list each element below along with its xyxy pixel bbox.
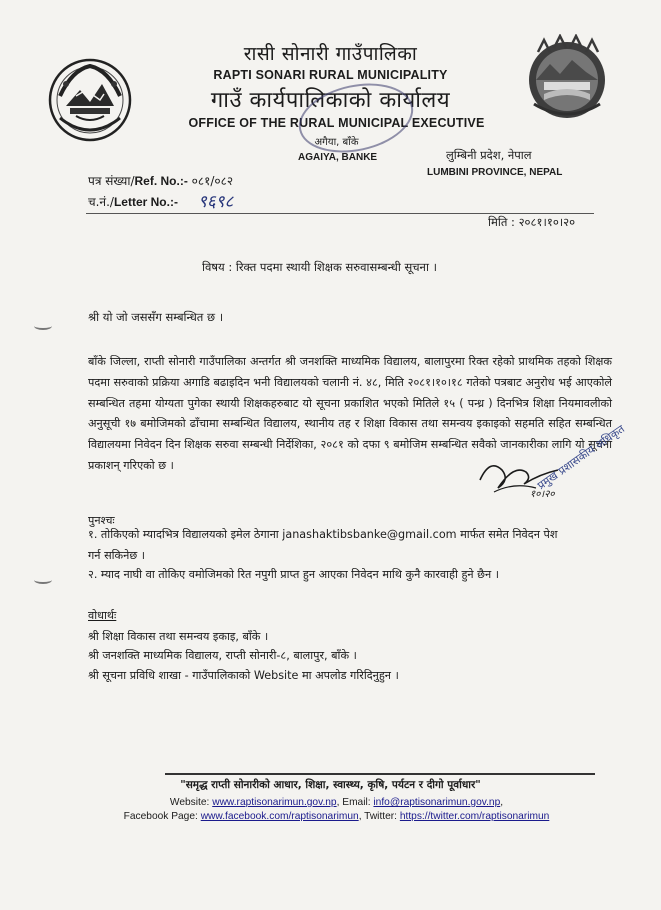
- facebook-label: Facebook Page:: [123, 811, 198, 822]
- footer-divider: [165, 773, 595, 775]
- cc-item: श्री जनशक्ति माध्यमिक विद्यालय, राप्ती सोनारी-८, बालापुर, बाँके ।: [88, 649, 357, 662]
- footer-social-line: [6, 811, 661, 822]
- punch-hole-mark: [34, 576, 52, 584]
- ref-no-label-np: पत्र संख्या/: [88, 174, 135, 188]
- letter-no-label-en: Letter No.:-: [113, 195, 178, 209]
- province-en: LUMBINI PROVINCE, NEPAL: [427, 167, 563, 178]
- punch-hole-mark: [34, 322, 52, 330]
- twitter-label: , Twitter:: [358, 811, 397, 822]
- province-np: लुम्बिनी प्रदेश, नेपाल: [446, 148, 532, 162]
- letter-body: बाँके जिल्ला, राप्ती सोनारी गाउँपालिका अन्तर्गत श्री जनशक्ति माध्यमिक विद्यालय, बालापुरमा रिक्त रहेको प्राथमिक तहको शिक्षक पदमा सरुवाको प्रक्रिया अगाडि बढाइदिन भनी विद्यालयको चलानी नं. ४८, मिति २०८१।१०।१८ गतेको पत्रबाट अनुरोध भई आएकोले सम्बन्धित तहमा योग्यता पुगेका स्थायी शिक्षकहरुबाट यो सूचना प्रकाशित भएको मितिले १५ ( पन्ध्र ) दिनभित्र शिक्षा नियमावलीको अनुसूची १७ बमोजिमको ढाँचामा सम्बन्धित विद्यालय, स्थानीय तह र शिक्षा विकास तथा समन्वय इकाइको सहमति सहित सम्बन्धित विद्यालयमा निवेदन दिन शिक्षक सरुवा सम्बन्धी निर्देशिका, २०८१ को दफा ९ बमोजिम सम्बन्धित सवैको जानकारीका लागि यो सूचना प्रकाशन् गरिएको छ ।: [88, 355, 612, 472]
- letter-no-label-np: च.नं./: [88, 195, 114, 209]
- cc-item: श्री शिक्षा विकास तथा समन्वय इकाइ, बाँके ।: [88, 630, 269, 643]
- letter-subject: विषय : रिक्त पदमा स्थायी शिक्षक सरुवासम्बन्धी सूचना ।: [202, 260, 437, 274]
- letter-date: मिति : २०८१।१०।२०: [488, 215, 576, 229]
- twitter-link[interactable]: https://twitter.com/raptisonarimun: [399, 811, 550, 822]
- website-label: Website:: [169, 797, 210, 808]
- postscript-item: गर्न सकिनेछ ।: [88, 549, 145, 562]
- municipality-name-en: RAPTI SONARI RURAL MUNICIPALITY: [213, 68, 448, 82]
- letter-no-row: [88, 193, 178, 210]
- office-name-np: गाउँ कार्यपालिकाको कार्यालय: [210, 88, 451, 113]
- ref-no-value: ०८१/०८२: [191, 174, 234, 188]
- cc-heading: वोधार्थः: [88, 609, 117, 622]
- letter-addressee: श्री यो जो जससँग सम्बन्धित छ ।: [88, 310, 224, 324]
- facebook-link[interactable]: www.facebook.com/raptisonarimun: [200, 811, 359, 822]
- email-label: , Email:: [336, 797, 371, 808]
- cc-item: श्री सूचना प्रविधि शाखा - गाउँपालिकाको Website मा अपलोड गरिदिनुहुन ।: [88, 669, 399, 682]
- footer-contact-line: [6, 797, 661, 808]
- header-divider: [86, 213, 594, 214]
- ref-no-row: [88, 172, 233, 189]
- office-name-en: OFFICE OF THE RURAL MUNICIPAL EXECUTIVE: [188, 116, 485, 130]
- officer-seal-text: प्रमुख प्रशासकीय अधिकृत: [534, 422, 628, 493]
- email-link[interactable]: info@raptisonarimun.gov.np: [373, 797, 501, 808]
- office-place-en: AGAIYA, BANKE: [298, 152, 378, 163]
- website-link[interactable]: www.raptisonarimun.gov.np: [212, 797, 337, 808]
- email-end: ,: [500, 797, 504, 808]
- postscript-item: १. तोकिएको म्यादभित्र विद्यालयको इमेल ठेगाना janashaktibsbanke@gmail.com मार्फत समेत निवेदन पेश: [88, 528, 558, 541]
- ref-no-label-en: Ref. No.:-: [134, 174, 188, 188]
- signature-date: १०।२०: [530, 489, 555, 500]
- office-place-np: अगैया, बाँके: [314, 137, 359, 148]
- postscript-heading: पुनश्चः: [88, 514, 115, 527]
- letter-no-value: ९६९८: [198, 192, 234, 212]
- municipality-name-np: रासी सोनारी गाउँपालिका: [243, 43, 418, 65]
- postscript-item: २. म्याद नाघी वा तोकिए वमोजिमको रित नपुगी प्राप्त हुन आएका निवेदन माथि कुनै कारवाही हुने छैन ।: [88, 568, 499, 581]
- footer-tagline: "समृद्ध राप्ती सोनारीको आधार, शिक्षा, स्वास्थ्य, कृषि, पर्यटन र दीगो पूर्वाधार": [180, 779, 481, 791]
